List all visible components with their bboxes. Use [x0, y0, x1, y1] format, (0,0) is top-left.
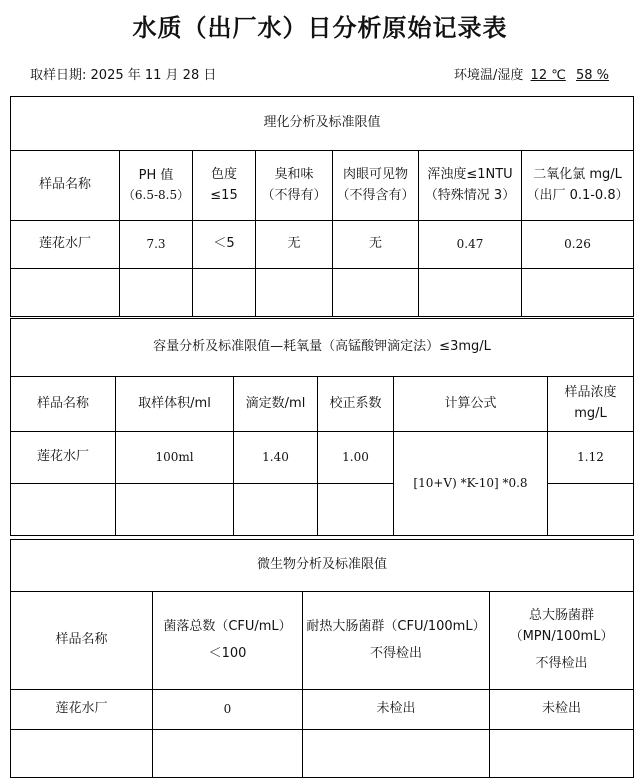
- cell-visible: 无: [333, 221, 419, 269]
- header-formula: 计算公式: [394, 377, 548, 432]
- environment-readout: [454, 64, 612, 83]
- cell-color: ＜5: [193, 221, 256, 269]
- oxygen-header-row: [11, 377, 634, 432]
- cell-titration: 1.40: [234, 432, 318, 484]
- header-color: 色度 ≤15: [193, 151, 256, 221]
- env-humidity: 58 %: [575, 68, 609, 83]
- env-label: 环境温/湿度: [454, 68, 524, 83]
- header-turbidity: 浑浊度≤1NTU （特殊情况 3）: [419, 151, 522, 221]
- oxygen-section-title: 容量分析及标准限值—耗氧量（高锰酸钾滴定法）≤3mg/L: [11, 319, 634, 377]
- table-row-empty: [11, 730, 634, 778]
- cell-total-coliform: 未检出: [490, 690, 634, 730]
- cell-correction: 1.00: [318, 432, 394, 484]
- micro-section-title: 微生物分析及标准限值: [11, 540, 634, 592]
- cell-sample: 莲花水厂: [11, 221, 120, 269]
- cell-turbidity: 0.47: [419, 221, 522, 269]
- page-title: 水质（出厂水）日分析原始记录表: [132, 14, 508, 42]
- header-concentration: 样品浓度 mg/L: [548, 377, 634, 432]
- header-total-coliform: 总大肠菌群（MPN/100mL） 不得检出: [490, 592, 634, 690]
- cell-colony-count: 0: [153, 690, 303, 730]
- header-titration: 滴定数/ml: [234, 377, 318, 432]
- header-sample-name: 样品名称: [11, 151, 120, 221]
- sampling-date-value: 2025 年 11 月 28 日: [90, 68, 217, 83]
- cell-volume: 100ml: [116, 432, 234, 484]
- env-temperature: 12 ℃: [530, 68, 566, 83]
- header-ph: PH 值 （6.5-8.5）: [120, 151, 193, 221]
- cell-ph: 7.3: [120, 221, 193, 269]
- physchem-header-row: [11, 151, 634, 221]
- micro-table: [10, 539, 634, 778]
- table-row: [11, 432, 634, 484]
- header-sample-name: 样品名称: [11, 592, 153, 690]
- physchem-section-title: 理化分析及标准限值: [11, 97, 634, 151]
- cell-sample: 莲花水厂: [11, 690, 153, 730]
- cell-chlorine-dioxide: 0.26: [522, 221, 634, 269]
- header-thermotolerant-coliform: 耐热大肠菌群（CFU/100mL） 不得检出: [303, 592, 490, 690]
- header-volume: 取样体积/ml: [116, 377, 234, 432]
- header-sample-name: 样品名称: [11, 377, 116, 432]
- cell-concentration: 1.12: [548, 432, 634, 484]
- table-row: [11, 690, 634, 730]
- cell-thermotolerant-coliform: 未检出: [303, 690, 490, 730]
- physchem-table: [10, 96, 634, 317]
- micro-header-row: [11, 592, 634, 690]
- header-correction: 校正系数: [318, 377, 394, 432]
- header-odor: 臭和味 （不得有）: [256, 151, 333, 221]
- oxygen-table: [10, 318, 634, 536]
- header-visible: 肉眼可见物 （不得含有）: [333, 151, 419, 221]
- table-row: [11, 221, 634, 269]
- cell-odor: 无: [256, 221, 333, 269]
- header-chlorine-dioxide: 二氧化氯 mg/L （出厂 0.1-0.8）: [522, 151, 634, 221]
- sampling-date: [30, 64, 216, 83]
- cell-sample: 莲花水厂: [11, 432, 116, 484]
- table-row-empty: [11, 269, 634, 317]
- cell-formula: [10+V) *K-10] *0.8: [394, 432, 548, 536]
- header-colony-count: 菌落总数（CFU/mL） ＜100: [153, 592, 303, 690]
- sampling-date-label: 取样日期:: [30, 68, 87, 83]
